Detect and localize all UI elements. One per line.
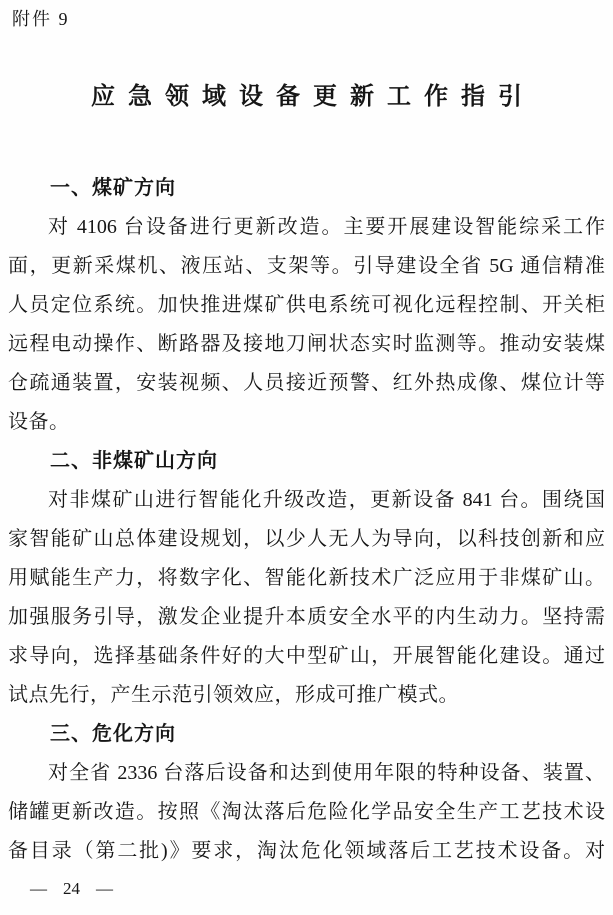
page-title: 应急领域设备更新工作指引 [91, 83, 535, 110]
body-line: 对 4106 台设备进行更新改造。主要开展建设智能综采工作 [48, 216, 605, 238]
body-line: 用赋能生产力，将数字化、智能化新技术广泛应用于非煤矿山。 [8, 567, 605, 589]
body-line: 加强服务引导，激发企业提升本质安全水平的内生动力。坚持需 [8, 606, 605, 628]
body-line: 面，更新采煤机、液压站、支架等。引导建设全省 5G 通信精准 [8, 255, 605, 277]
page-footer [30, 879, 113, 899]
section-heading: 三、危化方向 [50, 723, 176, 745]
body-line: 家智能矿山总体建设规划，以少人无人为导向，以科技创新和应 [8, 528, 605, 550]
body-line: 对非煤矿山进行智能化升级改造，更新设备 841 台。围绕国 [48, 489, 605, 511]
section-heading: 二、非煤矿山方向 [50, 450, 218, 472]
section-heading: 一、煤矿方向 [50, 177, 176, 199]
body-line: 设备。 [8, 411, 70, 433]
body-line: 求导向，选择基础条件好的大中型矿山，开展智能化建设。通过 [8, 645, 605, 667]
body-line: 仓疏通装置，安装视频、人员接近预警、红外热成像、煤位计等 [8, 372, 605, 394]
footer-right-dash: — [96, 879, 113, 898]
body-line: 远程电动操作、断路器及接地刀闸状态实时监测等。推动安装煤 [8, 333, 605, 355]
body-line: 备目录（第二批)》要求，淘汰危化领域落后工艺技术设备。对 [8, 840, 605, 862]
body-line: 试点先行，产生示范引领效应，形成可推广模式。 [8, 684, 459, 706]
document-body [8, 169, 605, 871]
footer-left-dash: — [30, 879, 47, 898]
body-line: 人员定位系统。加快推进煤矿供电系统可视化远程控制、开关柜 [8, 294, 605, 316]
body-line: 对全省 2336 台落后设备和达到使用年限的特种设备、装置、 [48, 762, 605, 784]
body-line: 储罐更新改造。按照《淘汰落后危险化学品安全生产工艺技术设 [8, 801, 605, 823]
attachment-label: 附件 9 [12, 9, 70, 29]
footer-page-number: 24 [63, 879, 80, 898]
